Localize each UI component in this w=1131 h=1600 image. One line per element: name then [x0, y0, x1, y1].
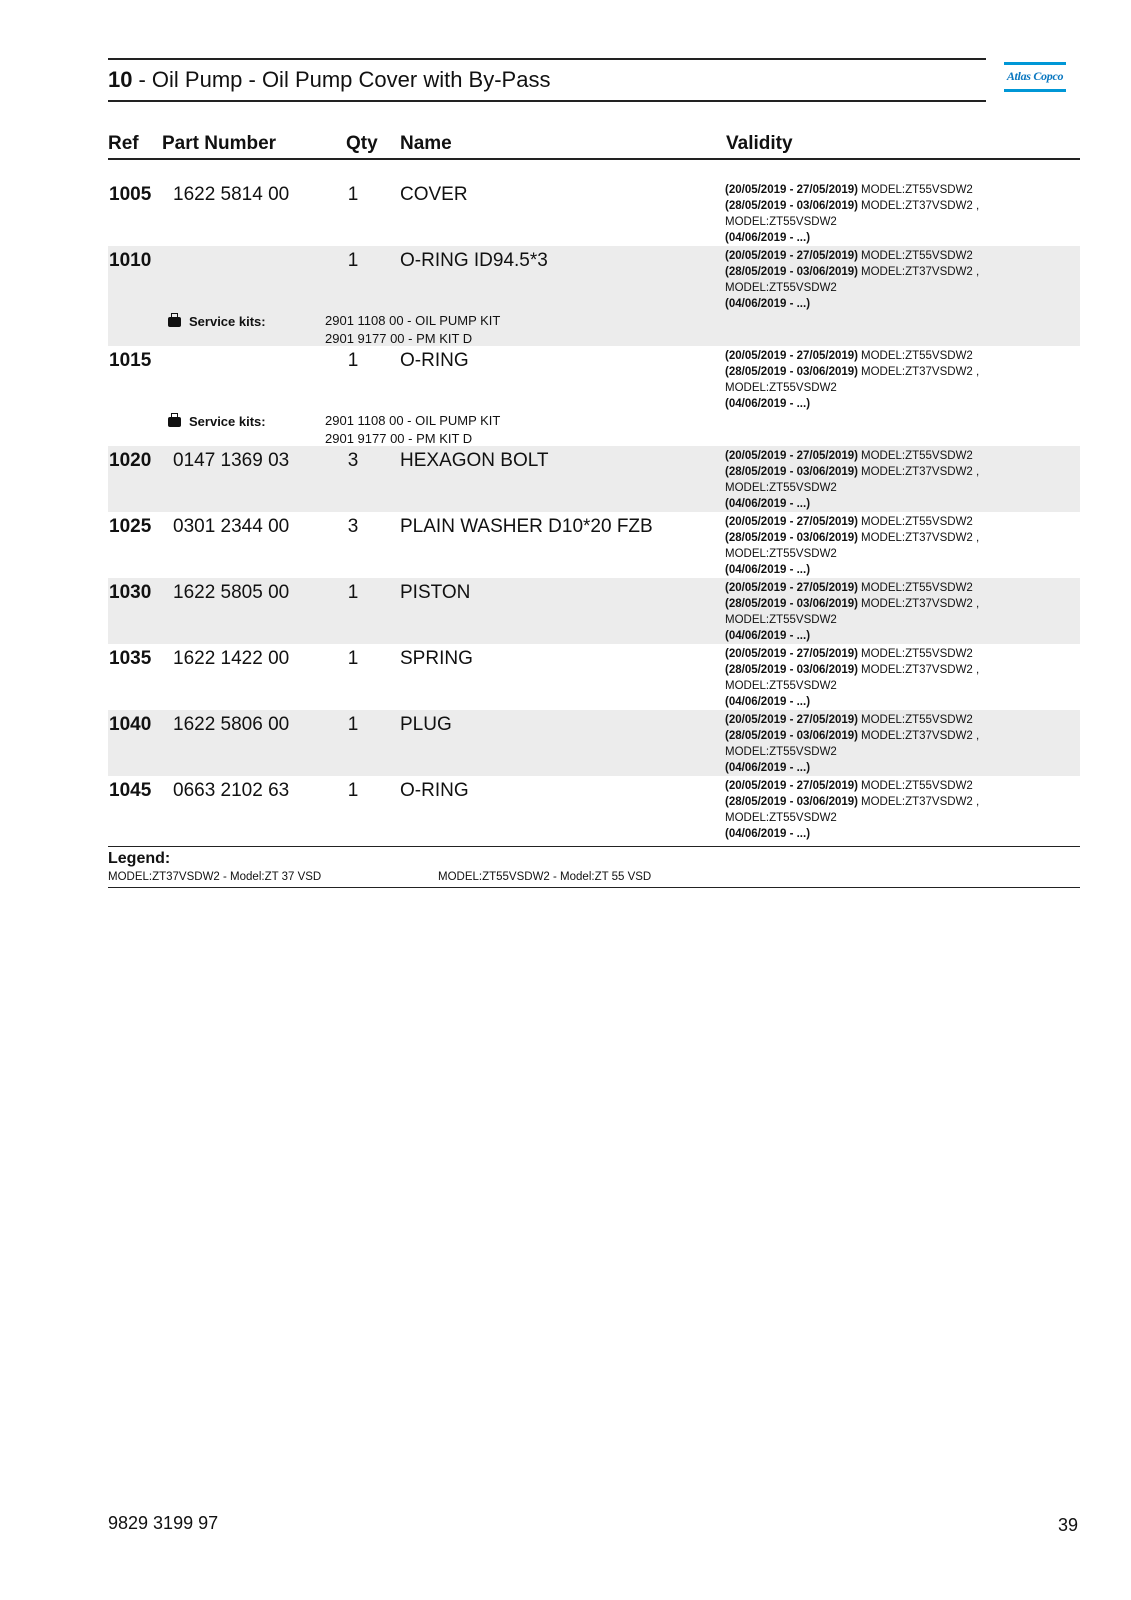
- row-part-number: 1622 5806 00: [173, 714, 290, 735]
- table-row: [108, 446, 1080, 512]
- col-validity: Validity: [726, 133, 793, 154]
- toolbox-icon: [168, 417, 181, 427]
- row-ref: 1010: [109, 250, 152, 271]
- validity-model: MODEL:ZT37VSDW2 ,: [861, 200, 980, 212]
- row-ref: 1015: [109, 350, 152, 371]
- validity-model: MODEL:ZT55VSDW2: [861, 184, 973, 196]
- service-kit-item: 2901 9177 00 - PM KIT D: [325, 331, 473, 346]
- table-row: [108, 776, 1080, 842]
- row-name: PLUG: [400, 714, 452, 735]
- page-number: 39: [1058, 1515, 1079, 1535]
- validity-date-range: (20/05/2019 - 27/05/2019): [725, 516, 858, 528]
- validity-model: MODEL:ZT55VSDW2: [861, 350, 973, 362]
- validity-model: MODEL:ZT55VSDW2: [861, 250, 973, 262]
- table-row: [108, 512, 1080, 578]
- validity-model: MODEL:ZT55VSDW2: [725, 548, 837, 560]
- row-part-number: 1622 1422 00: [173, 648, 290, 669]
- table-row: [108, 710, 1080, 776]
- validity-model: MODEL:ZT55VSDW2: [861, 648, 973, 660]
- validity-date-range: (04/06/2019 - ...): [725, 298, 811, 310]
- validity-model: MODEL:ZT37VSDW2 ,: [861, 664, 980, 676]
- logo-band-bottom: [1004, 89, 1066, 92]
- service-kits-label: [168, 314, 266, 329]
- validity-model: MODEL:ZT55VSDW2: [725, 680, 837, 692]
- validity-date-range: (28/05/2019 - 03/06/2019): [725, 466, 858, 478]
- atlas-copco-logo: [1004, 62, 1066, 94]
- col-part-number: Part Number: [162, 133, 277, 154]
- row-qty: 1: [347, 714, 359, 735]
- validity-model: MODEL:ZT55VSDW2: [725, 216, 837, 228]
- row-validity: [725, 712, 985, 776]
- validity-date-range: (28/05/2019 - 03/06/2019): [725, 366, 858, 378]
- validity-date-range: (20/05/2019 - 27/05/2019): [725, 648, 858, 660]
- row-ref: 1030: [109, 582, 152, 603]
- validity-date-range: (28/05/2019 - 03/06/2019): [725, 730, 858, 742]
- row-validity: [725, 580, 985, 644]
- validity-date-range: (04/06/2019 - ...): [725, 564, 811, 576]
- table-row: [108, 246, 1080, 346]
- parts-table: [108, 128, 1080, 842]
- row-qty: 1: [347, 350, 359, 371]
- validity-date-range: (04/06/2019 - ...): [725, 762, 811, 774]
- table-header: [108, 128, 1080, 160]
- validity-date-range: (20/05/2019 - 27/05/2019): [725, 714, 858, 726]
- service-kit-item: 2901 9177 00 - PM KIT D: [325, 431, 473, 446]
- col-name: Name: [400, 133, 452, 154]
- validity-model: MODEL:ZT55VSDW2: [861, 780, 973, 792]
- row-qty: 1: [347, 250, 359, 271]
- table-body: [108, 180, 1080, 842]
- validity-date-range: (20/05/2019 - 27/05/2019): [725, 450, 858, 462]
- page-title: - Oil Pump - Oil Pump Cover with By-Pass: [138, 67, 551, 92]
- validity-date-range: (28/05/2019 - 03/06/2019): [725, 200, 858, 212]
- row-name: O-RING: [400, 350, 469, 371]
- validity-date-range: (04/06/2019 - ...): [725, 398, 811, 410]
- validity-date-range: (20/05/2019 - 27/05/2019): [725, 582, 858, 594]
- validity-model: MODEL:ZT55VSDW2: [861, 714, 973, 726]
- validity-date-range: (20/05/2019 - 27/05/2019): [725, 184, 858, 196]
- validity-model: MODEL:ZT55VSDW2: [725, 746, 837, 758]
- validity-date-range: (28/05/2019 - 03/06/2019): [725, 664, 858, 676]
- row-ref: 1035: [109, 648, 152, 669]
- service-kit-list: [325, 412, 500, 448]
- validity-model: MODEL:ZT37VSDW2 ,: [861, 532, 980, 544]
- row-name: COVER: [400, 184, 468, 205]
- row-part-number: 1622 5814 00: [173, 184, 290, 205]
- validity-date-range: (28/05/2019 - 03/06/2019): [725, 796, 858, 808]
- validity-date-range: (04/06/2019 - ...): [725, 232, 811, 244]
- row-part-number: 0147 1369 03: [173, 450, 290, 471]
- col-qty: Qty: [346, 133, 378, 154]
- service-kit-list: [325, 312, 500, 348]
- row-name: O-RING: [400, 780, 469, 801]
- col-ref: Ref: [108, 133, 139, 154]
- validity-model: MODEL:ZT37VSDW2 ,: [861, 796, 980, 808]
- row-validity: [725, 778, 985, 842]
- validity-date-range: (04/06/2019 - ...): [725, 828, 811, 840]
- validity-date-range: (20/05/2019 - 27/05/2019): [725, 350, 858, 362]
- row-name: HEXAGON BOLT: [400, 450, 549, 471]
- table-row: [108, 578, 1080, 644]
- kit-label-text: Service kits:: [189, 414, 266, 429]
- validity-model: MODEL:ZT37VSDW2 ,: [861, 598, 980, 610]
- legend-title: Legend:: [108, 850, 171, 867]
- validity-model: MODEL:ZT55VSDW2: [725, 382, 837, 394]
- row-ref: 1040: [109, 714, 152, 735]
- logo-band-top: [1004, 62, 1066, 65]
- table-row: [108, 644, 1080, 710]
- row-qty: 3: [347, 516, 359, 537]
- validity-date-range: (20/05/2019 - 27/05/2019): [725, 250, 858, 262]
- validity-model: MODEL:ZT55VSDW2: [725, 812, 837, 824]
- row-part-number: 0301 2344 00: [173, 516, 290, 537]
- validity-model: MODEL:ZT55VSDW2: [861, 582, 973, 594]
- row-ref: 1020: [109, 450, 152, 471]
- row-qty: 3: [347, 450, 359, 471]
- validity-date-range: (20/05/2019 - 27/05/2019): [725, 780, 858, 792]
- table-row: [108, 180, 1080, 246]
- row-name: PISTON: [400, 582, 471, 603]
- validity-date-range: (28/05/2019 - 03/06/2019): [725, 532, 858, 544]
- validity-model: MODEL:ZT55VSDW2: [725, 282, 837, 294]
- row-name: PLAIN WASHER D10*20 FZB: [400, 516, 653, 537]
- service-kit-item: 2901 1108 00 - OIL PUMP KIT: [325, 313, 501, 328]
- service-kit-item: 2901 1108 00 - OIL PUMP KIT: [325, 413, 501, 428]
- row-validity: [725, 514, 985, 578]
- row-qty: 1: [347, 780, 359, 801]
- row-ref: 1045: [109, 780, 152, 801]
- row-validity: [725, 646, 985, 710]
- validity-model: MODEL:ZT37VSDW2 ,: [861, 730, 980, 742]
- document-number: 9829 3199 97: [108, 1513, 219, 1533]
- validity-model: MODEL:ZT37VSDW2 ,: [861, 366, 980, 378]
- row-name: SPRING: [400, 648, 473, 669]
- row-ref: 1005: [109, 184, 152, 205]
- row-qty: 1: [347, 582, 359, 603]
- validity-model: MODEL:ZT55VSDW2: [725, 482, 837, 494]
- row-validity: [725, 248, 985, 312]
- validity-model: MODEL:ZT55VSDW2: [861, 516, 973, 528]
- table-row: [108, 346, 1080, 446]
- validity-model: MODEL:ZT37VSDW2 ,: [861, 266, 980, 278]
- logo-wordmark: Atlas Copco: [1006, 69, 1064, 83]
- service-kits-label: [168, 414, 266, 429]
- row-validity: [725, 348, 985, 412]
- row-validity: [725, 448, 985, 512]
- row-part-number: 0663 2102 63: [173, 780, 290, 801]
- validity-date-range: (28/05/2019 - 03/06/2019): [725, 266, 858, 278]
- validity-date-range: (04/06/2019 - ...): [725, 696, 811, 708]
- section-number: 10: [108, 67, 133, 92]
- legend-item: MODEL:ZT37VSDW2 - Model:ZT 37 VSD: [108, 871, 322, 883]
- row-qty: 1: [347, 648, 359, 669]
- validity-date-range: (04/06/2019 - ...): [725, 630, 811, 642]
- row-qty: 1: [347, 184, 359, 205]
- row-part-number: 1622 5805 00: [173, 582, 290, 603]
- validity-model: MODEL:ZT37VSDW2 ,: [861, 466, 980, 478]
- validity-date-range: (28/05/2019 - 03/06/2019): [725, 598, 858, 610]
- validity-model: MODEL:ZT55VSDW2: [861, 450, 973, 462]
- validity-date-range: (04/06/2019 - ...): [725, 498, 811, 510]
- legend: [108, 846, 1080, 888]
- row-validity: [725, 182, 985, 246]
- validity-model: MODEL:ZT55VSDW2: [725, 614, 837, 626]
- row-name: O-RING ID94.5*3: [400, 250, 548, 271]
- legend-item: MODEL:ZT55VSDW2 - Model:ZT 55 VSD: [438, 871, 652, 883]
- kit-label-text: Service kits:: [189, 314, 266, 329]
- row-ref: 1025: [109, 516, 152, 537]
- page-title-bar: [108, 58, 986, 102]
- toolbox-icon: [168, 317, 181, 327]
